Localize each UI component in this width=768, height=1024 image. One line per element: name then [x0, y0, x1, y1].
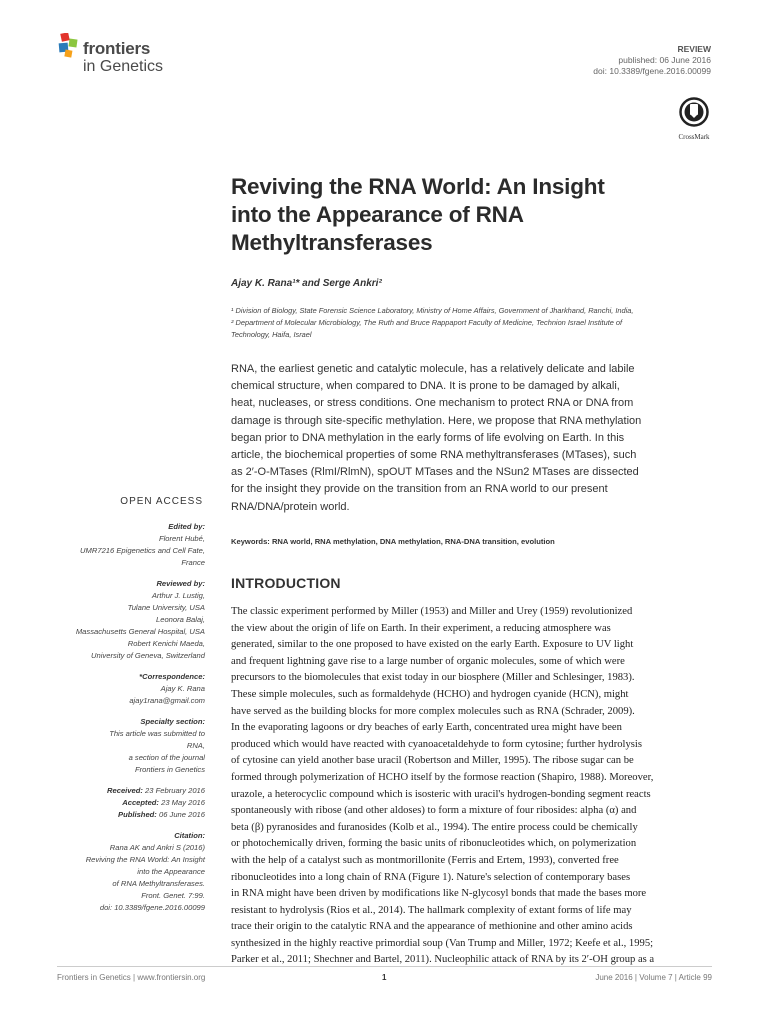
- logo-text-journal: in Genetics: [83, 58, 164, 75]
- title-line: Methyltransferases: [231, 230, 433, 255]
- title-line: Reviving the RNA World: An Insight: [231, 174, 605, 199]
- article-title: [231, 173, 701, 257]
- body-line: In the evaporating lagoons or dry beaches of early Earth, concentrated urea might have been: [231, 722, 622, 734]
- sidebar-line: University of Geneva, Switzerland: [91, 651, 205, 660]
- body-line: spontaneously with ribose (and other aldoses) to form a mixture of four ribosides: alpha (α) and: [231, 805, 637, 817]
- keywords-label: Keywords:: [231, 537, 270, 546]
- abstract-line: as 2′-O-MTases (RlmI/RlmN), spOUT MTases and the NSun2 MTases are dissected: [231, 466, 639, 479]
- journal-logo[interactable]: [57, 33, 207, 81]
- accepted-date: Accepted: 23 May 2016: [122, 798, 205, 807]
- affiliation-line: ¹ Division of Biology, State Forensic Science Laboratory, Ministry of Home Affairs, Government of Jharkhand, Ranchi, India,: [231, 306, 634, 315]
- citation-doi[interactable]: doi: 10.3389/fgene.2016.00099: [99, 903, 205, 912]
- reviewed-by-label: Reviewed by:: [156, 579, 205, 588]
- author-list: Ajay K. Rana¹* and Serge Ankri²: [231, 278, 382, 289]
- section-heading-introduction: INTRODUCTION: [231, 575, 341, 591]
- sidebar-line: Arthur J. Lustig,: [151, 591, 205, 600]
- keywords-list: RNA world, RNA methylation, DNA methylation, RNA-DNA transition, evolution: [271, 537, 555, 546]
- body-line: of cytosine can yield another base uracil (Robertson and Miller, 1995). The ribose sugar can be: [231, 755, 634, 767]
- article-type: REVIEW: [677, 44, 711, 54]
- body-line: Parker et al., 2011; Shechner and Bartel, 2011). Nucleophilic attack of RNA by its 2′-OH group as a: [231, 954, 655, 966]
- citation-label: Citation:: [174, 831, 205, 840]
- crossmark-label: CrossMark: [678, 133, 710, 141]
- body-line: trace their origin to the catalytic RNA and the appearance of methionine and other amino acids: [231, 921, 633, 933]
- body-line: produced which would have reacted with cyanoacetaldehyde to form cytosine; further hydrolysis: [231, 738, 642, 750]
- keywords: [231, 537, 713, 546]
- article-sidebar: [15, 521, 205, 914]
- sidebar-line: Ajay K. Rana: [160, 684, 205, 693]
- article-doi[interactable]: doi: 10.3389/fgene.2016.00099: [593, 66, 711, 76]
- abstract-line: article, the biochemical properties of some RNA methyltransferases (MTases), such: [231, 449, 637, 462]
- body-line: These simple molecules, such as formaldehyde (HCHO) and hydrogen cyanide (HCN), might: [231, 688, 629, 700]
- frontiers-logo-icon: [57, 33, 81, 59]
- sidebar-line: RNA,: [186, 741, 205, 750]
- abstract-line: chemical structure, when compared to DNA. It is prone to be damaged by alkali,: [231, 380, 620, 393]
- sidebar-line: a section of the journal: [128, 753, 205, 762]
- body-line: The classic experiment performed by Miller (1953) and Miller and Urey (1959) revolutionized: [231, 606, 633, 617]
- sidebar-line: Front. Genet. 7:99.: [141, 891, 205, 900]
- sidebar-line: Rana AK and Ankri S (2016): [109, 843, 205, 852]
- abstract-line: RNA, the earliest genetic and catalytic molecule, has a relatively delicate and labile: [231, 363, 635, 375]
- sidebar-line: Reviving the RNA World: An Insight: [85, 855, 205, 864]
- abstract-line: heat, nucleases, or stress conditions. One mechanism to protect RNA or DNA from: [231, 397, 634, 410]
- affiliations: [231, 305, 711, 341]
- sidebar-line: of RNA Methyltransferases.: [112, 879, 205, 888]
- crossmark-badge[interactable]: [676, 97, 712, 141]
- article-meta: [593, 44, 711, 77]
- sidebar-line: Florent Hubé,: [158, 534, 205, 543]
- crossmark-icon: [679, 97, 709, 127]
- abstract-line: for the insight they provide on the transition from an RNA world to our present: [231, 483, 608, 496]
- sidebar-line: Tulane University, USA: [127, 603, 205, 612]
- body-line: urazole, a heterocyclic compound which is isosteric with uracil's hydrogen-bonding segment reacts: [231, 788, 651, 800]
- body-line: synthesized in the highly reactive primordial soup (Van Trump and Miller, 1972; Keefe et al., 1995;: [231, 937, 654, 949]
- specialty-label: Specialty section:: [140, 717, 205, 726]
- body-line: formed through polymerization of HCHO itself by the formose reaction (Shapiro, 1988). Moreover,: [231, 771, 654, 783]
- footer-journal-link[interactable]: Frontiers in Genetics | www.frontiersin.org: [57, 973, 206, 982]
- logo-text-frontiers: frontiers: [83, 39, 151, 58]
- introduction-body: [231, 604, 713, 969]
- body-line: beta (β) pyranosides and furanosides (Kolb et al., 1994). The entire process could be chemically: [231, 821, 638, 833]
- body-line: the view about the origin of life on Earth. In their experiment, a reducing atmosphere was: [231, 622, 611, 634]
- open-access-label: OPEN ACCESS: [120, 496, 203, 507]
- published-date: published: 06 June 2016: [618, 55, 711, 65]
- affiliation-line: Technology, Haifa, Israel: [231, 330, 312, 339]
- body-line: and frequent lightning gave rise to a large number of organic molecules, some of which were: [231, 655, 625, 667]
- body-line: or photochemically driven, forming the basic units of ribonucleotides which, on polymerization: [231, 838, 637, 850]
- correspondence-email[interactable]: ajay1rana@gmail.com: [129, 696, 205, 705]
- received-date: Received: 23 February 2016: [107, 786, 205, 795]
- sidebar-line: Massachusetts General Hospital, USA: [75, 627, 205, 636]
- body-line: ribonucleotides into a long chain of RNA (Figure 1). Nature's selection of contemporary bases: [231, 871, 631, 883]
- abstract: [231, 361, 713, 516]
- body-line: in RNA might have been driven by modifications like N-glycosyl bonds that made the bases more: [231, 888, 647, 900]
- sidebar-line: UMR7216 Epigenetics and Cell Fate,: [80, 546, 205, 555]
- abstract-line: RNA/DNA/protein world.: [231, 500, 350, 513]
- body-line: with the help of a catalyst such as montmorillonite (Ferris and Ertem, 1993), converted free: [231, 854, 619, 866]
- sidebar-line: into the Appearance: [137, 867, 205, 876]
- published-date-sidebar: Published: 06 June 2016: [118, 810, 205, 819]
- title-line: into the Appearance of RNA: [231, 202, 524, 227]
- sidebar-line: Robert Kenichi Maeda,: [127, 639, 205, 648]
- body-line: generated, similar to the one proposed to have existed on the early Earth. Exposure to UV light: [231, 639, 634, 651]
- body-line: resistant to hydrolysis (Rios et al., 2014). The hallmark complexity of extant forms of life may: [231, 904, 632, 916]
- correspondence-label: *Correspondence:: [139, 672, 205, 681]
- body-line: precursors to the biomolecules that exist today in our biosphere (Miller and Schlesinger, 1983).: [231, 672, 635, 684]
- sidebar-line: France: [181, 558, 205, 567]
- abstract-line: began prior to DNA methylation in the early forms of life evolving on Earth. In this: [231, 431, 625, 444]
- abstract-line: damage is through site-specific methylation. Here, we propose that RNA methylation: [231, 414, 642, 427]
- sidebar-line: Leonora Balaj,: [156, 615, 205, 624]
- page-number: 1: [382, 973, 387, 982]
- sidebar-line: Frontiers in Genetics: [134, 765, 205, 774]
- sidebar-line: This article was submitted to: [109, 729, 205, 738]
- footer-issue-info: June 2016 | Volume 7 | Article 99: [595, 973, 712, 982]
- footer-divider: [57, 966, 712, 967]
- edited-by-label: Edited by:: [168, 522, 205, 531]
- affiliation-line: ² Department of Molecular Microbiology, The Ruth and Bruce Rappaport Faculty of Medicine, Technion Israel Institute of: [231, 318, 623, 327]
- body-line: have served as the building blocks for more complex molecules such as RNA (Schrader, 2009).: [231, 705, 635, 717]
